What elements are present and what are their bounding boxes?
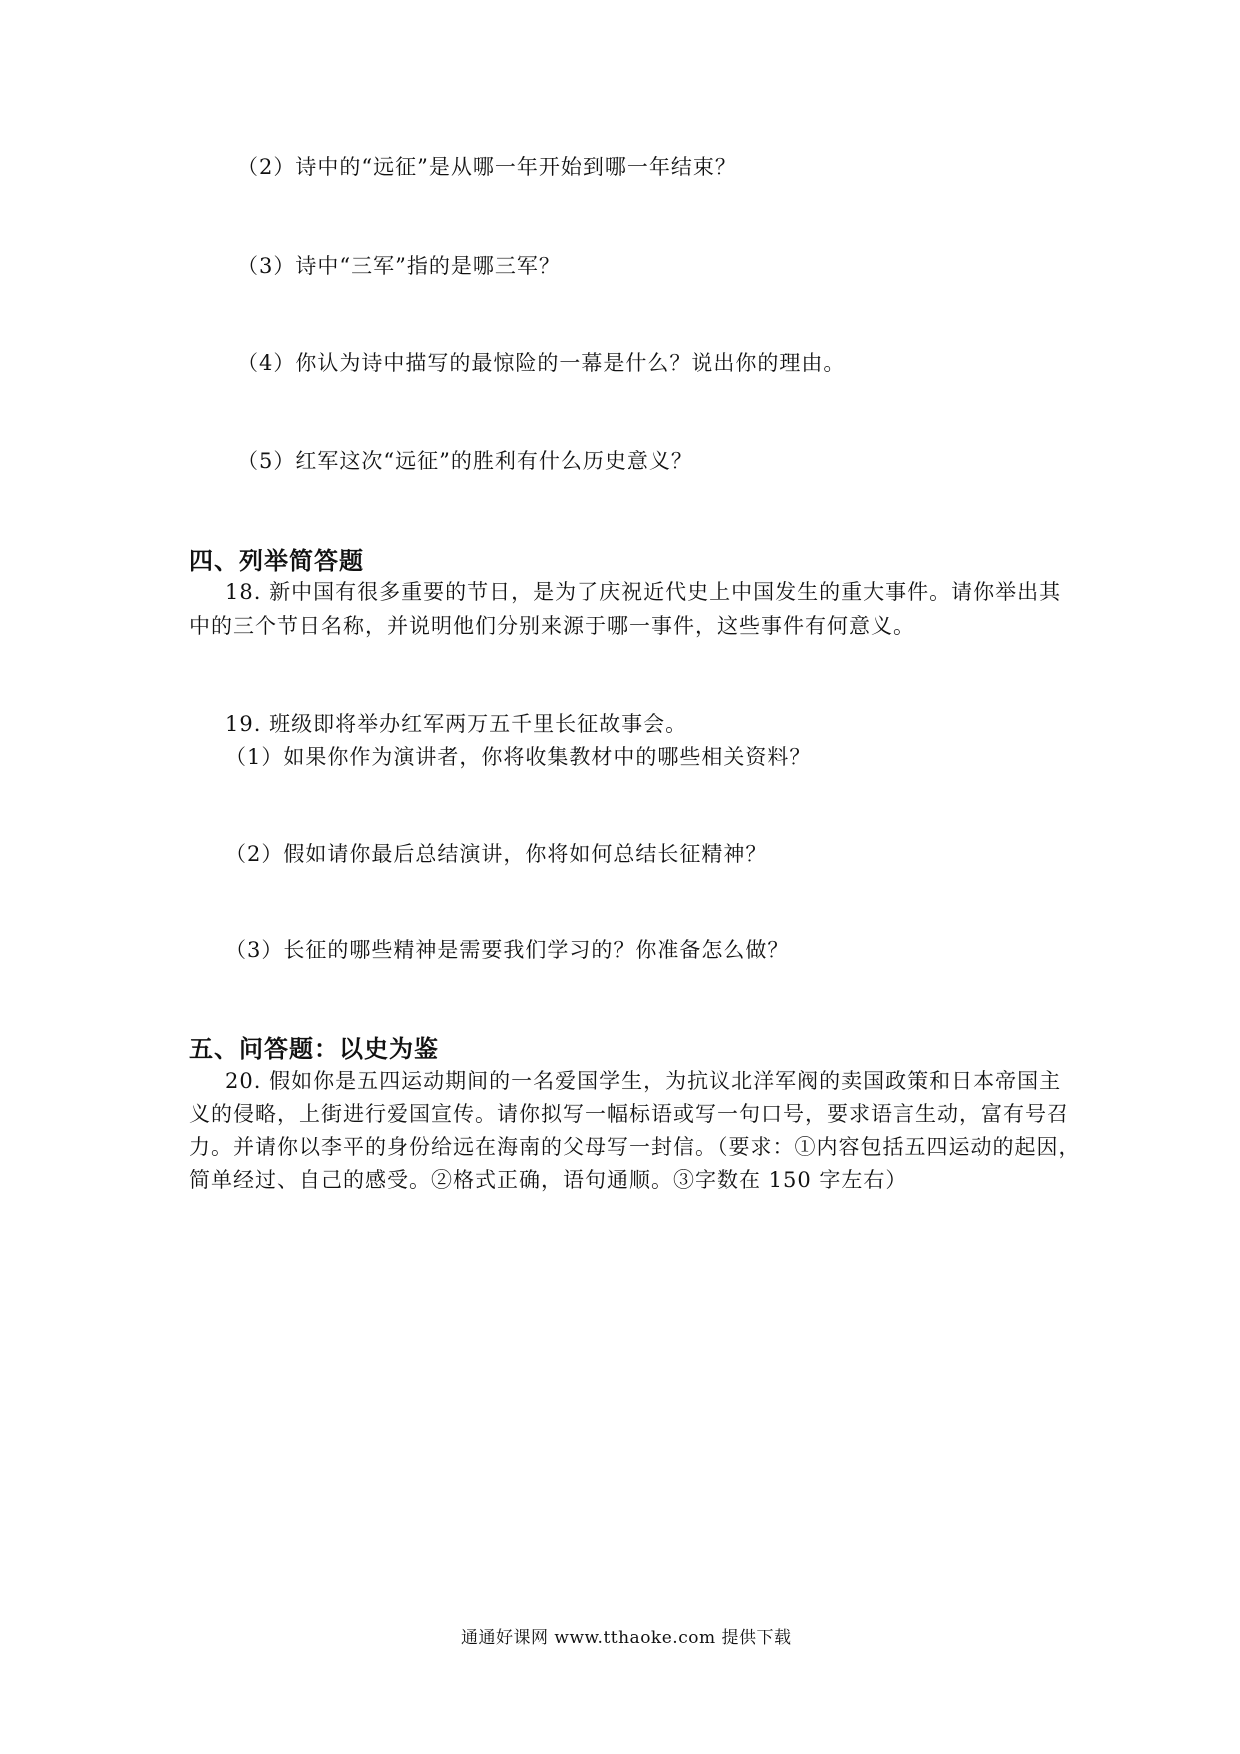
question-20-line-3: 力。并请你以李平的身份给远在海南的父母写一封信。（要求：①内容包括五四运动的起因， [189, 1135, 1081, 1159]
question-3-3: （3）诗中“三军”指的是哪三军？ [237, 254, 561, 278]
question-18-line-1: 18. 新中国有很多重要的节日，是为了庆祝近代史上中国发生的重大事件。请你举出其 [225, 580, 1062, 604]
question-20-line-1: 20. 假如你是五四运动期间的一名爱国学生，为抗议北洋军阀的卖国政策和日本帝国主 [225, 1069, 1062, 1093]
question-3-5: （5）红军这次“远征”的胜利有什么历史意义？ [237, 449, 693, 473]
question-19-stem: 19. 班级即将举办红军两万五千里长征故事会。 [225, 712, 688, 736]
section-4-heading: 四、列举简答题 [189, 547, 364, 575]
question-19-3: （3）长征的哪些精神是需要我们学习的？你准备怎么做？ [225, 938, 790, 962]
footer-download-note: 通通好课网 www.tthaoke.com 提供下载 [461, 1628, 792, 1648]
question-20-line-4: 简单经过、自己的感受。②格式正确，语句通顺。③字数在 150 字左右） [189, 1168, 908, 1192]
question-20-line-2: 义的侵略，上街进行爱国宣传。请你拟写一幅标语或写一句口号，要求语言生动，富有号召 [189, 1102, 1069, 1126]
question-19-2: （2）假如请你最后总结演讲，你将如何总结长征精神？ [225, 842, 768, 866]
question-3-2: （2）诗中的“远征”是从哪一年开始到哪一年结束？ [237, 155, 737, 179]
question-19-1: （1）如果你作为演讲者，你将收集教材中的哪些相关资料？ [225, 745, 812, 769]
question-3-4: （4）你认为诗中描写的最惊险的一幕是什么？说出你的理由。 [237, 351, 846, 375]
section-5-heading: 五、问答题：以史为鉴 [189, 1035, 439, 1063]
question-18-line-2: 中的三个节日名称，并说明他们分别来源于哪一事件，这些事件有何意义。 [189, 614, 915, 638]
